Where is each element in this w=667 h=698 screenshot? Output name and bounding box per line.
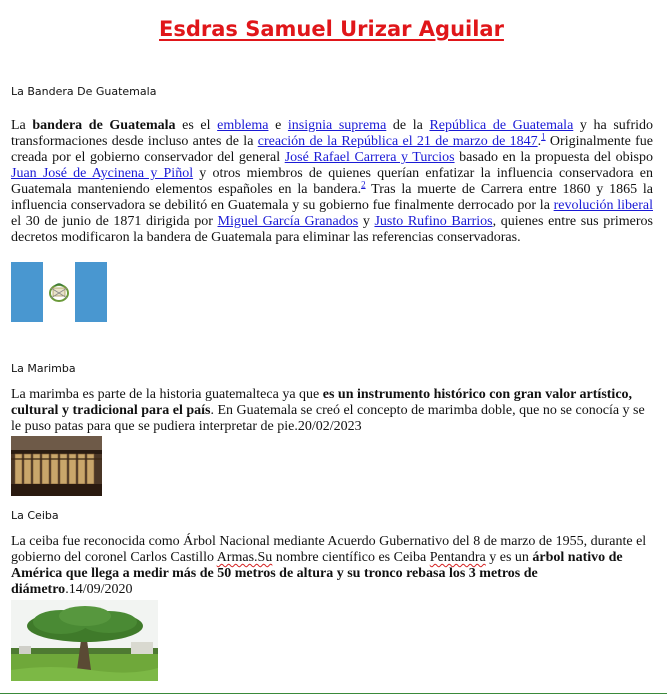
text: y [358,214,375,229]
reference-1[interactable]: 1 [541,131,546,142]
ceiba-tree-photo-icon [11,600,158,681]
guatemala-flag-image [11,262,107,322]
text: . [65,582,69,597]
link-emblema[interactable]: emblema [217,118,269,133]
link-rufino-barrios[interactable]: Justo Rufino Barrios [374,214,493,229]
misspelled-word: Pentandra [429,550,486,565]
marimba-photo-icon [11,436,102,496]
text: es el [175,118,218,133]
ceiba-tree-image [11,600,158,681]
marimba-image [11,436,102,496]
paragraph-marimba [11,387,653,435]
section-heading-ceiba: La Ceiba [11,509,59,522]
text: . [537,134,542,149]
date: 14/09/2020 [68,582,133,597]
bold-text: bandera de Guatemala [32,118,176,133]
bold-text: es un instrumento histórico con gran valor artístico, cultural y tradicional para el país [11,387,633,418]
date: 20/02/2023 [297,419,362,434]
text: el 30 de junio de 1871 dirigida por [11,214,218,229]
guatemala-flag-icon [11,262,107,322]
section-heading-bandera: La Bandera De Guatemala [11,85,157,98]
misspelled-word: Armas.Su [216,550,273,565]
text: Originalmente fue creada por el gobierno conservador del general [11,134,653,165]
paragraph-bandera [11,118,653,246]
page-bottom-rule [0,693,667,694]
text: de la [386,118,430,133]
text: La [11,118,33,133]
text: e [268,118,288,133]
text: . En Guatemala se creó el concepto de marimba doble, que no se conocía y se le puso patas para que se pudiera interpretar de pie. [11,403,645,434]
text: y es un [485,550,533,565]
text: , quienes entre sus primeros decretos modificaron la bandera de Guatemala para eliminar las referencias conservadoras. [11,214,653,245]
text: La marimba es parte de la historia guatemalteca ya que [11,387,323,402]
bold-text: árbol nativo de América que llega a medir más de 50 metros de altura y su tronco rebasa los 3 metros de diámetro [11,550,623,597]
paragraph-ceiba [11,534,653,598]
text: Tras la muerte de Carrera entre 1860 y 1865 la influencia conservadora se debilitó en Guatemala y su gobierno fue finalmente derrocado por la [11,182,653,213]
text: y ha sufrido transformaciones desde incluso antes de la [11,118,654,149]
text: La ceiba fue reconocida como Árbol Nacional mediante Acuerdo Gubernativo del 8 de marzo de 1955, durante el gobierno del coronel Carlos Castillo [11,534,647,565]
text: basado en la propuesta del obispo [454,150,653,165]
link-insignia-suprema[interactable]: insignia suprema [287,118,387,133]
reference-2[interactable]: 2 [361,179,366,190]
link-aycinena-pinol[interactable]: Juan José de Aycinena y Piñol [11,166,194,181]
link-garcia-granados[interactable]: Miguel García Granados [217,214,359,229]
link-republica-guatemala[interactable]: República de Guatemala [429,118,574,133]
link-carrera-turcios[interactable]: José Rafael Carrera y Turcios [284,150,455,165]
document-title: Esdras Samuel Urizar Aguilar [159,17,504,41]
text: nombre científico es Ceiba [272,550,430,565]
text: y otros miembros de quienes querían enfatizar la influencia conservadora en Guatemala manteniendo elementos españoles en la bandera. [11,166,653,197]
link-creacion-republica[interactable]: creación de la República el 21 de marzo de 1847 [257,134,538,149]
section-heading-marimba: La Marimba [11,362,76,375]
link-revolucion-liberal[interactable]: revolución liberal [553,198,653,213]
